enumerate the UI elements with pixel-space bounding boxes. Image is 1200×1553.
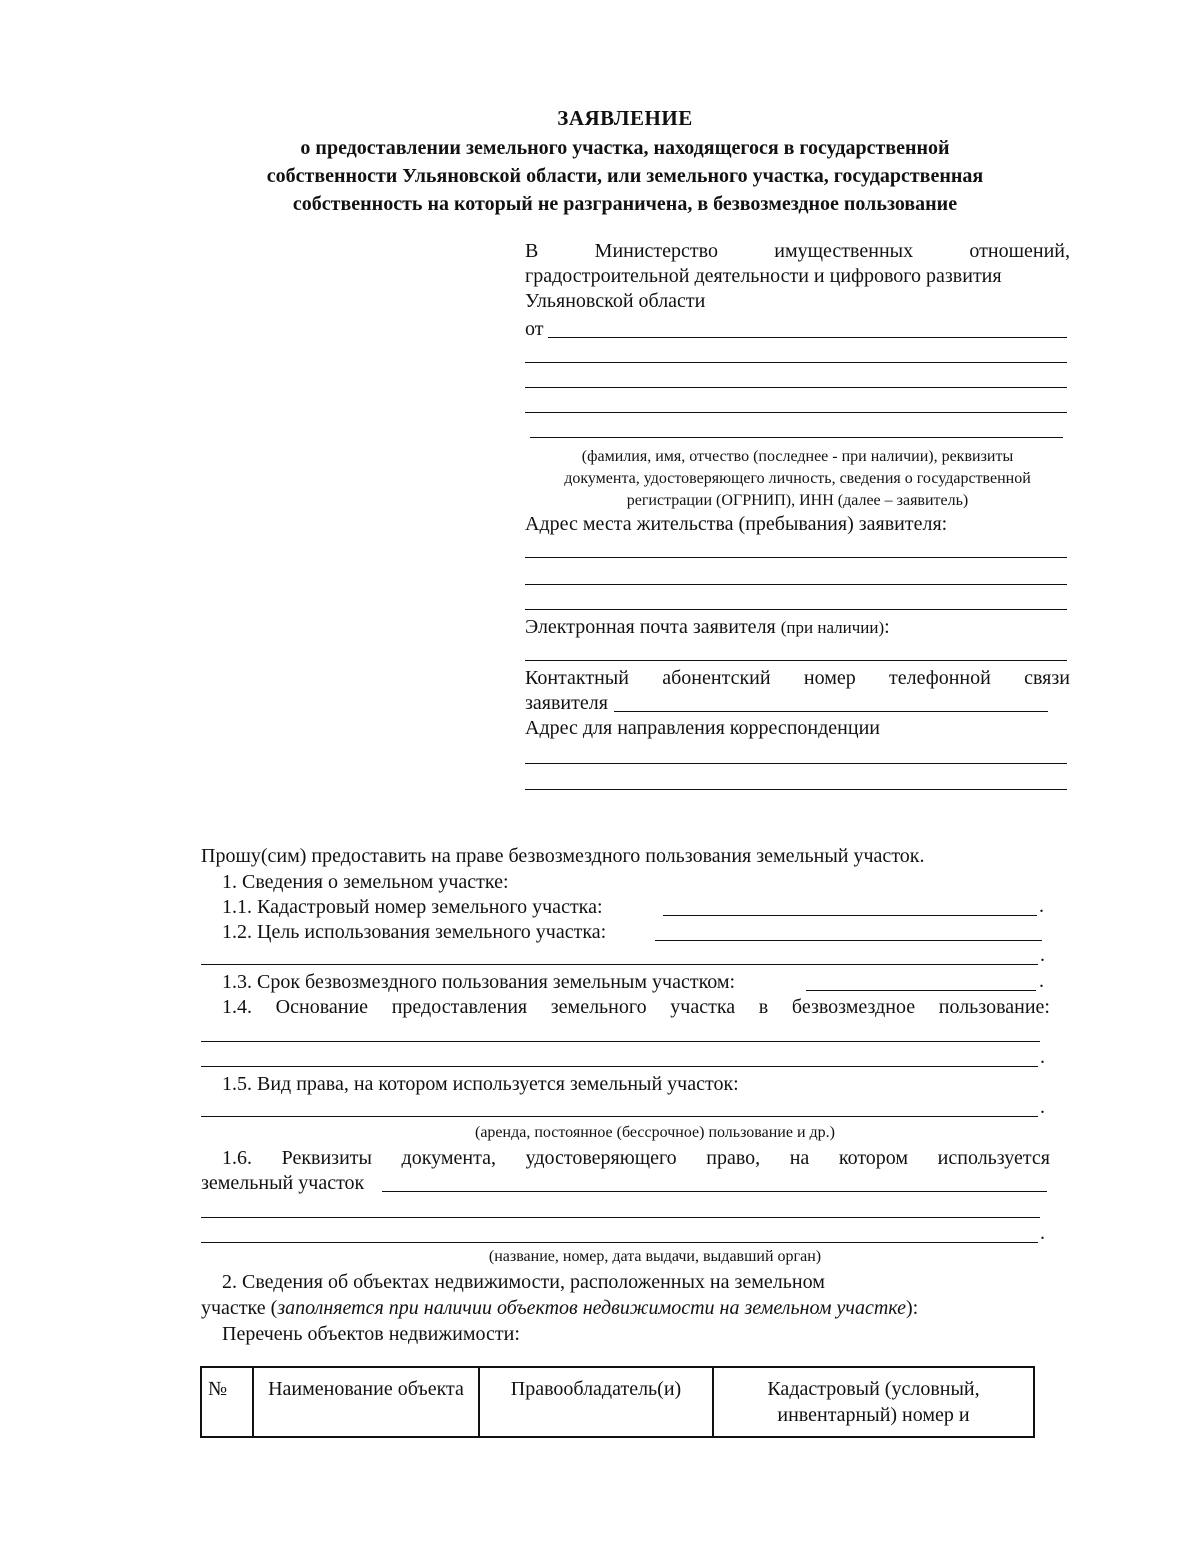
objects-table bbox=[200, 1366, 1035, 1438]
dot: . bbox=[1040, 1046, 1045, 1068]
right-type-field-line[interactable] bbox=[201, 1116, 1038, 1117]
mail-address-field-line[interactable] bbox=[525, 763, 1067, 764]
item-1-6-word: котором bbox=[838, 1147, 909, 1169]
item-1-2-label: 1.2. Цель использования земельного участка: bbox=[222, 921, 607, 943]
applicant-field-line[interactable] bbox=[530, 437, 1063, 438]
email-label bbox=[525, 615, 890, 640]
table-header-cadastral-number: Кадастровый (условный, инвентарный) номер и bbox=[713, 1367, 1034, 1437]
email-label-text: Электронная почта заявителя bbox=[525, 616, 776, 638]
item-1-6-word: на bbox=[789, 1147, 810, 1169]
address-label: Адрес места жительства (пребывания) заявителя: bbox=[525, 513, 948, 535]
item-1-6-word: документа, bbox=[401, 1147, 496, 1169]
document-details-field[interactable] bbox=[382, 1191, 1047, 1192]
phone-word: связи bbox=[1024, 667, 1070, 689]
cadastral-number-field[interactable] bbox=[663, 915, 1037, 916]
table-header-owner: Правообладатель(и) bbox=[479, 1367, 713, 1437]
purpose-field[interactable] bbox=[655, 940, 1042, 941]
right-type-hint: (аренда, постоянное (бессрочное) пользование и др.) bbox=[475, 1124, 835, 1141]
table-header-object-name: Наименование объекта bbox=[253, 1367, 479, 1437]
document-details-field-line[interactable] bbox=[201, 1242, 1038, 1243]
subtitle-line: о предоставлении земельного участка, находящегося в государственной bbox=[300, 137, 950, 159]
item-1-6-word: используется bbox=[937, 1147, 1050, 1169]
item-1-6-word: право, bbox=[706, 1147, 761, 1169]
applicant-field-line[interactable] bbox=[525, 387, 1067, 388]
dot: . bbox=[1040, 1222, 1045, 1244]
phone-word: телефонной bbox=[889, 667, 991, 689]
phone-label-line-2: заявителя bbox=[525, 692, 608, 714]
phone-label-line-1 bbox=[525, 666, 1070, 690]
addressee-word: имущественных bbox=[774, 240, 914, 262]
phone-word: номер bbox=[803, 667, 856, 689]
item-1-4-label bbox=[222, 995, 1050, 1019]
item-1-6-line-2: земельный участок bbox=[201, 1172, 365, 1194]
term-field[interactable] bbox=[806, 990, 1036, 991]
item-1-6-word: 1.6. bbox=[222, 1147, 252, 1169]
item-1-1-label: 1.1. Кадастровый номер земельного участка: bbox=[222, 896, 603, 918]
item-1-5-label: 1.5. Вид права, на котором используется земельный участок: bbox=[222, 1073, 739, 1095]
addressee-line-1 bbox=[525, 239, 1070, 263]
table-header-number: № bbox=[201, 1367, 253, 1437]
section-2-text: участке ( bbox=[201, 1297, 278, 1319]
dot: . bbox=[1039, 970, 1044, 992]
subtitle-line: собственность на который не разграничена, в безвозмездное пользование bbox=[292, 193, 958, 215]
dot: . bbox=[1039, 895, 1044, 917]
basis-field-line[interactable] bbox=[201, 1041, 1040, 1042]
item-1-3-label: 1.3. Срок безвозмездного пользования земельным участком: bbox=[222, 971, 736, 993]
addressee-word: Министерство bbox=[594, 240, 718, 262]
address-field-line[interactable] bbox=[525, 557, 1067, 558]
applicant-field-line[interactable] bbox=[525, 412, 1067, 413]
section-2-line-2 bbox=[201, 1296, 918, 1320]
item-1-6-label bbox=[222, 1146, 1050, 1170]
email-colon: : bbox=[884, 616, 890, 638]
section-2-note: заполняется при наличии объектов недвижимости на земельном участке bbox=[277, 1297, 906, 1319]
item-1-4-word: земельного bbox=[550, 996, 647, 1018]
item-1-4-word: в bbox=[758, 996, 769, 1018]
request-text: Прошу(сим) предоставить на праве безвозмездного пользования земельный участок. bbox=[201, 845, 925, 867]
item-1-6-word: Реквизиты bbox=[281, 1147, 372, 1169]
mail-address-label: Адрес для направления корреспонденции bbox=[525, 717, 880, 739]
hint-line: (фамилия, имя, отчество (последнее - при наличии), реквизиты bbox=[581, 448, 1014, 465]
document-details-hint: (название, номер, дата выдачи, выдавший орган) bbox=[488, 1248, 822, 1265]
objects-list-label: Перечень объектов недвижимости: bbox=[222, 1323, 520, 1345]
basis-field-line[interactable] bbox=[201, 1066, 1038, 1067]
from-label: от bbox=[525, 318, 544, 340]
email-field-line[interactable] bbox=[525, 660, 1067, 661]
email-note: (при наличии) bbox=[780, 618, 885, 637]
item-1-4-word: пользование: bbox=[938, 996, 1050, 1018]
purpose-field-line[interactable] bbox=[201, 964, 1038, 965]
section-1-heading: 1. Сведения о земельном участке: bbox=[222, 871, 509, 893]
applicant-field-line[interactable] bbox=[525, 362, 1067, 363]
table-header-row bbox=[201, 1367, 1034, 1437]
item-1-4-word: участка bbox=[670, 996, 736, 1018]
dot: . bbox=[1040, 944, 1045, 966]
applicant-hint bbox=[520, 446, 1075, 512]
address-field-line[interactable] bbox=[525, 609, 1067, 610]
dot: . bbox=[1040, 1096, 1045, 1118]
addressee-word: В bbox=[525, 240, 539, 262]
phone-word: Контактный bbox=[525, 667, 629, 689]
applicant-name-field[interactable] bbox=[548, 337, 1067, 338]
addressee-word: отношений, bbox=[969, 240, 1070, 262]
section-2-text: ): bbox=[906, 1297, 919, 1319]
item-1-4-word: безвозмездное bbox=[791, 996, 916, 1018]
item-1-4-word: 1.4. bbox=[222, 996, 252, 1018]
mail-address-field-line[interactable] bbox=[525, 789, 1067, 790]
subtitle-line: собственности Ульяновской области, или земельного участка, государственная bbox=[266, 165, 984, 187]
document-subtitle bbox=[200, 134, 1050, 218]
hint-line: регистрации (ОГРНИП), ИНН (далее – заявитель) bbox=[626, 492, 969, 509]
phone-word: абонентский bbox=[662, 667, 771, 689]
item-1-4-word: предоставления bbox=[391, 996, 528, 1018]
document-details-field-line[interactable] bbox=[201, 1217, 1040, 1218]
item-1-4-word: Основание bbox=[275, 996, 369, 1018]
addressee-line-3: Ульяновской области bbox=[525, 290, 706, 312]
section-2-heading: 2. Сведения об объектах недвижимости, расположенных на земельном bbox=[222, 1271, 825, 1293]
addressee-line-2: градостроительной деятельности и цифрового развития bbox=[525, 265, 1002, 287]
address-field-line[interactable] bbox=[525, 584, 1067, 585]
hint-line: документа, удостоверяющего личность, сведения о государственной bbox=[564, 470, 1031, 487]
item-1-6-word: удостоверяющего bbox=[525, 1147, 677, 1169]
document-title: ЗАЯВЛЕНИЕ bbox=[557, 106, 693, 130]
phone-field-line[interactable] bbox=[614, 711, 1048, 712]
